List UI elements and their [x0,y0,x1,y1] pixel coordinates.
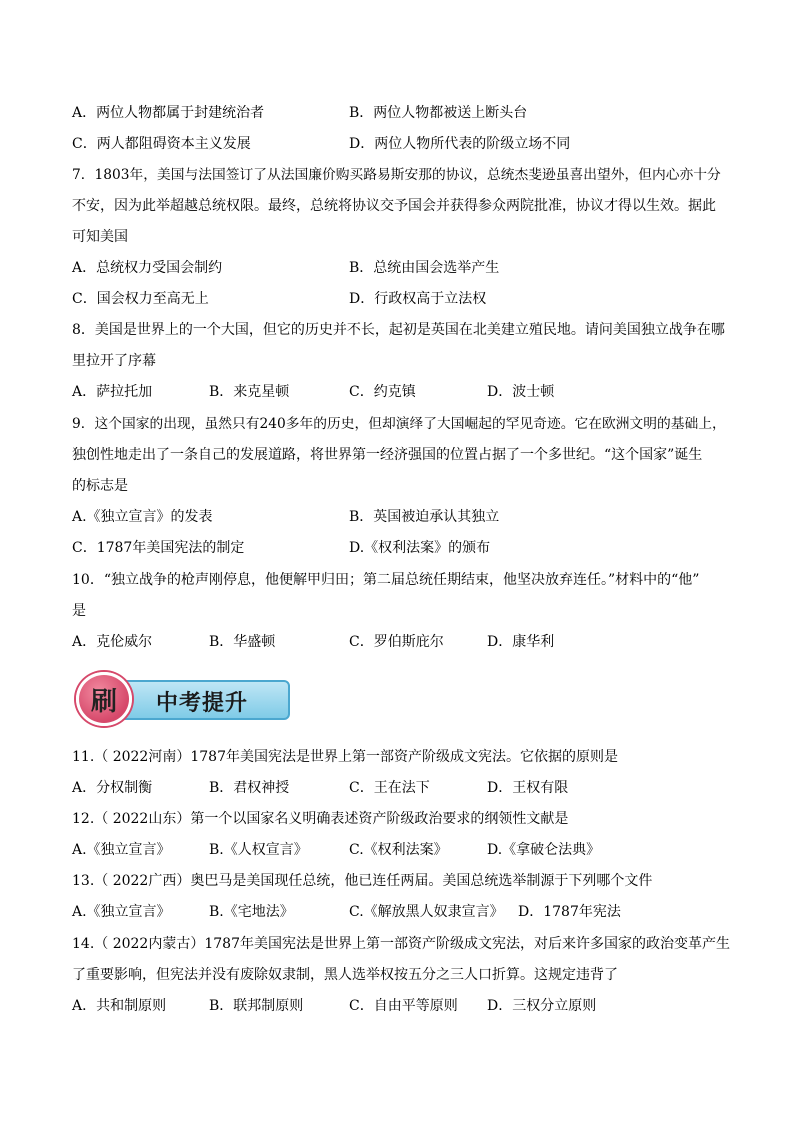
q12-option-c: C.《权利法案》 [349,842,448,858]
q14-option-a: A．共和制原则 [72,998,167,1014]
q14-stem-line-2: 了重要影响，但宪法并没有废除奴隶制，黑人选举权按五分之三人口折算。这规定违背了 [72,967,618,983]
q11-option-c: C．王在法下 [349,780,430,796]
q10-option-b: B．华盛顿 [209,634,276,650]
q13-option-c: C.《解放黑人奴隶宣言》 [349,904,504,920]
q11-option-a: A．分权制衡 [72,780,153,796]
q8-option-a: A．萨拉托加 [72,384,153,400]
q12-option-a: A.《独立宣言》 [72,842,171,858]
q8-option-b: B．来克星顿 [209,384,290,400]
q7-option-d: D．行政权高于立法权 [349,291,487,307]
q8-option-d: D．波士顿 [487,384,555,400]
q10-stem-line-1: 10．“独立战争的枪声刚停息，他便解甲归田；第二届总统任期结束，他坚决放弃连任。”材料中的“他” [72,572,700,588]
q7-option-c: C．国会权力至高无上 [72,291,209,307]
banner-badge-char: 刷 [90,686,117,717]
q8-stem-line-2: 里拉开了序幕 [72,353,156,369]
q6-option-d: D．两位人物所代表的阶级立场不同 [349,136,571,152]
q6-option-b: B．两位人物都被送上断头台 [349,105,528,121]
q14-option-d: D．三权分立原则 [487,998,597,1014]
q7-stem-line-3: 可知美国 [72,229,128,245]
q9-option-a: A.《独立宣言》的发表 [72,509,213,525]
q12-option-d: D.《拿破仑法典》 [487,842,601,858]
q13-stem-line-1: 13.（ 2022广西）奥巴马是美国现任总统，他已连任两届。美国总统选举制源于下列哪个文件 [72,873,653,889]
q9-option-c: C．1787年美国宪法的制定 [72,540,245,556]
q12-stem-line-1: 12.（ 2022山东）第一个以国家名义明确表述资产阶级政治要求的纲领性文献是 [72,811,569,827]
q7-option-a: A．总统权力受国会制约 [72,260,223,276]
q13-option-a: A.《独立宣言》 [72,904,171,920]
banner-badge [76,672,132,726]
q7-option-b: B．总统由国会选举产生 [349,260,500,276]
q10-stem-line-2: 是 [72,603,86,619]
q9-stem-line-3: 的标志是 [72,478,128,494]
q11-option-b: B．君权神授 [209,780,290,796]
q9-stem-line-1: 9．这个国家的出现，虽然只有240多年的历史，但却演绎了大国崛起的罕见奇迹。它在欧洲文明的基础上， [72,416,726,432]
q11-option-d: D．王权有限 [487,780,569,796]
q8-stem-line-1: 8．美国是世界上的一个大国，但它的历史并不长，起初是英国在北美建立殖民地。请问美国独立战争在哪 [72,322,725,338]
q10-option-c: C．罗伯斯庇尔 [349,634,444,650]
q10-option-d: D．康华利 [487,634,555,650]
q9-stem-line-2: 独创性地走出了一条自己的发展道路，将世界第一经济强国的位置占据了一个多世纪。“这个国家”诞生 [72,447,703,463]
q14-option-b: B．联邦制原则 [209,998,304,1014]
q6-option-c: C．两人都阻碍资本主义发展 [72,136,251,152]
q9-option-b: B．英国被迫承认其独立 [349,509,500,525]
banner-title: 中考提升 [156,691,249,716]
q11-stem-line-1: 11.（ 2022河南）1787年美国宪法是世界上第一部资产阶级成文宪法。它依据的原则是 [72,749,618,765]
q6-option-a: A．两位人物都属于封建统治者 [72,105,265,121]
q7-stem-line-2: 不安，因为此举超越总统权限。最终，总统将协议交予国会并获得参众两院批准，协议才得以生效。据此 [72,198,716,214]
q13-option-d: D．1787年宪法 [518,904,621,920]
q13-option-b: B.《宅地法》 [209,904,294,920]
q9-option-d: D.《权利法案》的颁布 [349,540,491,556]
q8-option-c: C．约克镇 [349,384,416,400]
q7-stem-line-1: 7．1803年，美国与法国签订了从法国廉价购买路易斯安那的协议，总统杰斐逊虽喜出望外，但内心亦十分 [72,167,721,183]
q12-option-b: B.《人权宣言》 [209,842,308,858]
q10-option-a: A．克伦威尔 [72,634,153,650]
q14-stem-line-1: 14.（ 2022内蒙古）1787年美国宪法是世界上第一部资产阶级成文宪法，对后来许多国家的政治变革产生 [72,936,730,952]
q14-option-c: C．自由平等原则 [349,998,458,1014]
section-banner [76,672,292,726]
